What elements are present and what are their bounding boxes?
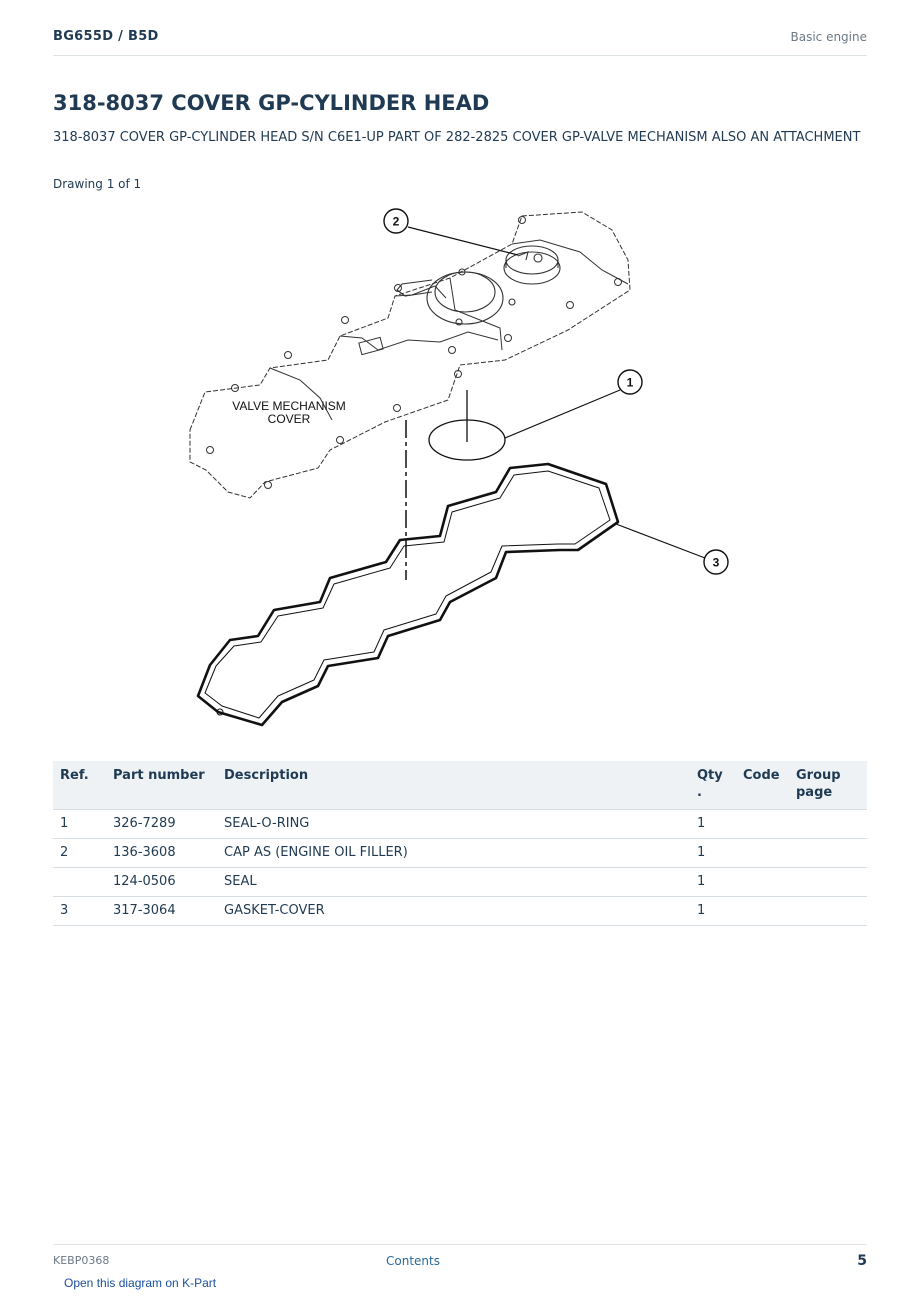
header-qty (690, 761, 736, 810)
cell-code (736, 868, 789, 897)
callout-1-leader (505, 390, 620, 438)
cell-part-number: 317-3064 (106, 897, 217, 926)
table-row (53, 868, 867, 897)
header-code: Code (736, 761, 789, 810)
cell-code (736, 839, 789, 868)
parts-diagram (150, 200, 770, 740)
callout-2-label: 2 (392, 214, 400, 229)
table-row (53, 810, 867, 839)
cell-ref (53, 868, 106, 897)
callout-1 (618, 370, 642, 394)
cell-qty: 1 (690, 897, 736, 926)
callout-3-label: 3 (712, 555, 720, 570)
cell-description: SEAL (217, 868, 690, 897)
cell-group-page (789, 897, 867, 926)
cell-qty: 1 (690, 810, 736, 839)
contents-link[interactable]: Contents (386, 1254, 440, 1268)
cell-ref: 2 (53, 839, 106, 868)
section-label: Basic engine (790, 30, 867, 44)
page-number: 5 (857, 1253, 867, 1269)
parts-table (53, 761, 867, 926)
cell-part-number: 326-7289 (106, 810, 217, 839)
callout-3-leader (616, 524, 705, 558)
cover-label-line1: VALVE MECHANISM (232, 399, 346, 413)
callout-1-label: 1 (626, 375, 634, 390)
valve-cover-drawing (190, 212, 630, 498)
cell-group-page (789, 868, 867, 897)
header-qty-line2: . (697, 785, 702, 800)
table-row (53, 897, 867, 926)
cell-part-number: 124-0506 (106, 868, 217, 897)
doc-id: KEBP0368 (53, 1254, 110, 1267)
cell-description: GASKET-COVER (217, 897, 690, 926)
header-qty-line1: Qty (697, 768, 723, 783)
cell-part-number: 136-3608 (106, 839, 217, 868)
header-part-number: Part number (106, 761, 217, 810)
cell-ref: 1 (53, 810, 106, 839)
page-footer (53, 1244, 867, 1275)
cell-qty: 1 (690, 839, 736, 868)
header-group-page (789, 761, 867, 810)
drawing-label: Drawing 1 of 1 (53, 177, 142, 191)
page-subtitle: 318-8037 COVER GP-CYLINDER HEAD S/N C6E1-UP PART OF 282-2825 COVER GP-VALVE MECHANISM ALSO AN ATTACHMENT (53, 130, 861, 145)
cell-code (736, 810, 789, 839)
table-header-row (53, 761, 867, 810)
header-group-line1: Group (796, 768, 841, 783)
header-description: Description (217, 761, 690, 810)
page-header (53, 29, 867, 56)
cell-description: SEAL-O-RING (217, 810, 690, 839)
callout-3 (704, 550, 728, 574)
bolt-holes (207, 214, 622, 489)
gasket-drawing (198, 464, 618, 725)
callout-2-leader (408, 227, 518, 255)
callout-2 (384, 209, 408, 233)
cell-ref: 3 (53, 897, 106, 926)
cover-label-line2: COVER (267, 412, 311, 426)
page-title: 318-8037 COVER GP-CYLINDER HEAD (53, 91, 490, 115)
valve-cover-solid (270, 240, 628, 420)
header-group-line2: page (796, 785, 833, 800)
table-row (53, 839, 867, 868)
oil-filler-cap (504, 246, 560, 284)
model-label: BG655D / B5D (53, 29, 159, 44)
header-ref: Ref. (53, 761, 106, 810)
cell-code (736, 897, 789, 926)
kpart-link[interactable]: Open this diagram on K-Part (64, 1276, 217, 1290)
breather-dome (397, 269, 515, 325)
cell-group-page (789, 810, 867, 839)
cell-description: CAP AS (ENGINE OIL FILLER) (217, 839, 690, 868)
cell-group-page (789, 839, 867, 868)
cell-qty: 1 (690, 868, 736, 897)
